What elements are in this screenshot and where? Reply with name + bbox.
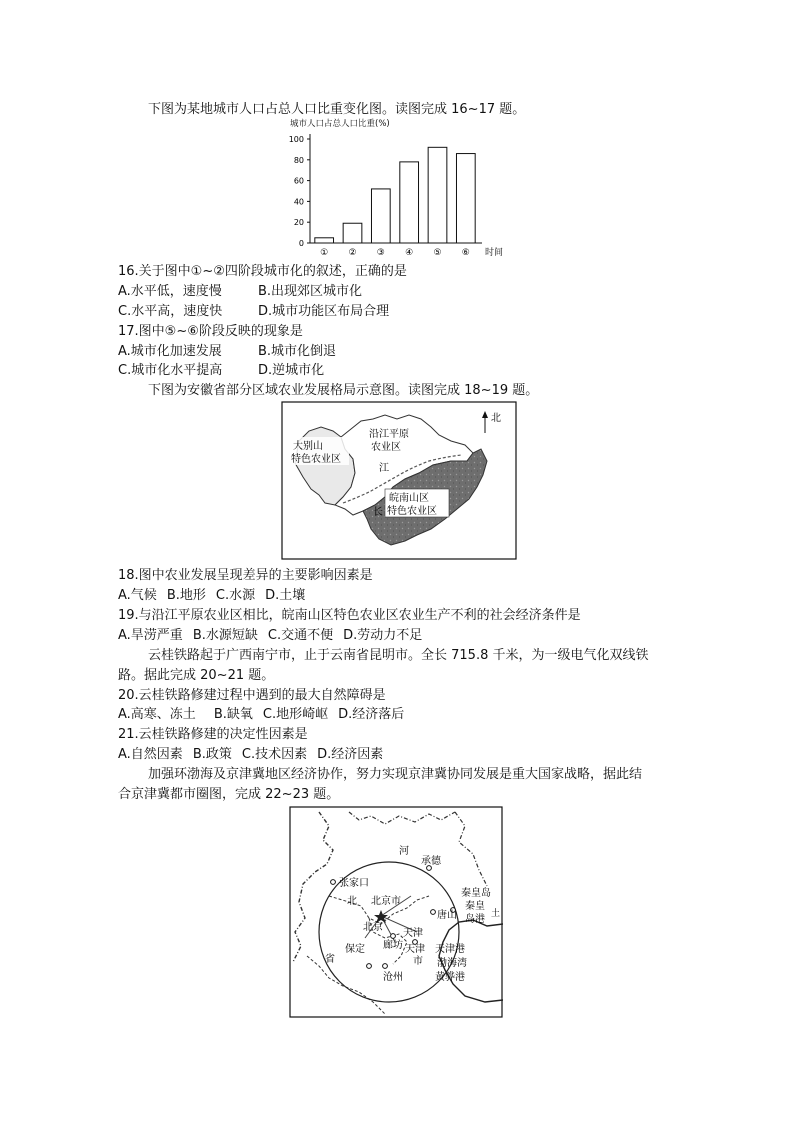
q17-options-row2 [118,361,346,380]
label-tianjinshi-1: 天津 [405,944,425,955]
jingjinji-metro-map [289,806,503,1018]
x-tick-label: ③ [376,248,385,258]
bar [343,223,362,243]
x-tick-label: ⑥ [461,248,470,258]
y-tick-label: 100 [288,135,304,144]
q17-option-b[interactable]: B.城市化倒退 [258,344,337,359]
q20-option-a[interactable]: A.高寒、冻土 [118,707,196,722]
bar [400,162,419,243]
q17-option-a[interactable]: A.城市化加速发展 [118,344,222,359]
q18-options [118,586,327,605]
q18-option-c[interactable]: C.水源 [215,588,256,603]
label-zhangjiakou: 张家口 [339,878,369,889]
harbor-icon: 土 [491,909,501,919]
intro-20-21-line1: 云桂铁路起于广西南宁市，止于云南省昆明市。全长 715.8 千米，为一级电气化双线铁 [148,648,649,663]
x-axis [320,248,470,258]
label-bohaiwan: 渤海湾 [437,958,467,969]
q16-options-row2 [118,302,411,321]
label-jiang: 江 [379,463,389,474]
label-beijing: 北京 [363,922,383,933]
q17-stem: 17.图中⑤~⑥阶段反映的现象是 [118,324,303,339]
y-axis [289,135,310,248]
label-sheng: 省 [325,954,335,965]
label-dabie-1: 大别山 [293,441,323,452]
y-tick-label: 40 [293,197,304,207]
q19-options [118,626,444,645]
chart-title: 城市人口占总人口比重(%) [290,119,390,129]
label-qinhuangdao: 秦皇岛 [461,888,491,899]
intro-22-23-line2: 合京津冀都市圈图，完成 22~23 题。 [118,787,340,802]
q20-option-c[interactable]: C.地形崎岖 [262,707,329,722]
q19-option-a[interactable]: A.旱涝严重 [118,628,183,643]
q21-option-d[interactable]: D.经济因素 [317,747,384,762]
x-axis-label: 时间 [485,248,504,258]
q16-option-d[interactable]: D.城市功能区布局合理 [258,304,390,319]
label-tianjinshi-2: 市 [413,956,423,967]
q20-option-d[interactable]: D.经济落后 [338,707,405,722]
label-beijingshi: 北京市 [371,896,401,907]
label-huanghuagang: 黄骅港 [435,972,465,983]
label-baoding: 保定 [345,944,365,955]
q20-option-b[interactable]: B.缺氧 [213,707,253,722]
q21-option-c[interactable]: C.技术因素 [241,747,308,762]
q16-option-b[interactable]: B.出现郊区城市化 [258,284,363,299]
q18-option-d[interactable]: D.土壤 [265,588,306,603]
urbanization-bar-chart [282,116,508,262]
label-wannan-2: 特色农业区 [387,506,437,517]
y-tick-label: 60 [293,176,304,186]
label-yanjiang-1: 沿江平原 [369,429,409,440]
q16-stem: 16.关于图中①~②四阶段城市化的叙述，正确的是 [118,264,407,279]
label-he: 河 [399,846,409,857]
q17-option-c[interactable]: C.城市化水平提高 [118,363,223,378]
q16-option-c[interactable]: C.水平高，速度快 [118,304,223,319]
q20-stem: 20.云桂铁路修建过程中遇到的最大自然障碍是 [118,688,386,703]
q21-option-a[interactable]: A.自然因素 [118,747,183,762]
x-tick-label: ⑤ [433,248,442,258]
label-cangzhou: 沧州 [383,972,403,983]
bar [456,154,475,243]
label-qinhuanggang-2: 岛港 [465,914,485,925]
x-tick-label: ① [320,248,329,258]
intro-20-21-line2: 路。据此完成 20~21 题。 [118,668,275,683]
anhui-agriculture-map [281,401,517,561]
y-tick-label: 80 [293,155,304,165]
q19-option-b[interactable]: B.水源短缺 [192,628,258,643]
intro-16-17: 下图为某地城市人口占总人口比重变化图。读图完成 16~17 题。 [148,102,526,117]
bars [315,147,475,243]
label-yanjiang-2: 农业区 [371,442,401,453]
label-chang: 长 [373,507,383,518]
bar [315,238,334,243]
bar [371,189,390,243]
label-tangshan: 唐山 [437,910,457,921]
q16-options-row1 [118,282,384,301]
label-qinhuanggang-1: 秦皇 [465,901,485,912]
q19-option-d[interactable]: D.劳动力不足 [343,628,423,643]
label-langfang: 廊坊 [383,940,403,951]
label-tianjingang: 天津港 [435,944,465,955]
q21-stem: 21.云桂铁路修建的决定性因素是 [118,727,308,742]
y-tick-label: 0 [298,239,304,248]
q18-option-a[interactable]: A.气候 [118,588,157,603]
x-tick-label: ④ [405,248,414,258]
q21-option-b[interactable]: B.政策 [192,747,232,762]
label-north: 北 [491,413,501,424]
label-tianjin: 天津 [403,928,423,939]
bar [428,147,447,243]
x-tick-label: ② [348,248,357,258]
label-bei: 北 [347,896,357,907]
q16-option-a[interactable]: A.水平低，速度慢 [118,284,222,299]
q17-option-d[interactable]: D.逆城市化 [258,363,325,378]
q21-options [118,745,405,764]
q20-options [118,705,426,724]
q19-stem: 19.与沿江平原农业区相比，皖南山区特色农业区农业生产不利的社会经济条件是 [118,608,581,623]
intro-18-19: 下图为安徽省部分区域农业发展格局示意图。读图完成 18~19 题。 [148,383,539,398]
label-dabie-2: 特色农业区 [291,454,341,465]
intro-22-23-line1: 加强环渤海及京津冀地区经济协作，努力实现京津冀协同发展是重大国家战略，据此结 [148,767,643,782]
q18-stem: 18.图中农业发展呈现差异的主要影响因素是 [118,568,373,583]
q17-options-row1 [118,342,358,361]
q19-option-c[interactable]: C.交通不便 [267,628,334,643]
q18-option-b[interactable]: B.地形 [166,588,206,603]
y-tick-label: 20 [293,218,304,228]
label-wannan-1: 皖南山区 [389,493,429,504]
label-chengde: 承德 [421,856,441,867]
